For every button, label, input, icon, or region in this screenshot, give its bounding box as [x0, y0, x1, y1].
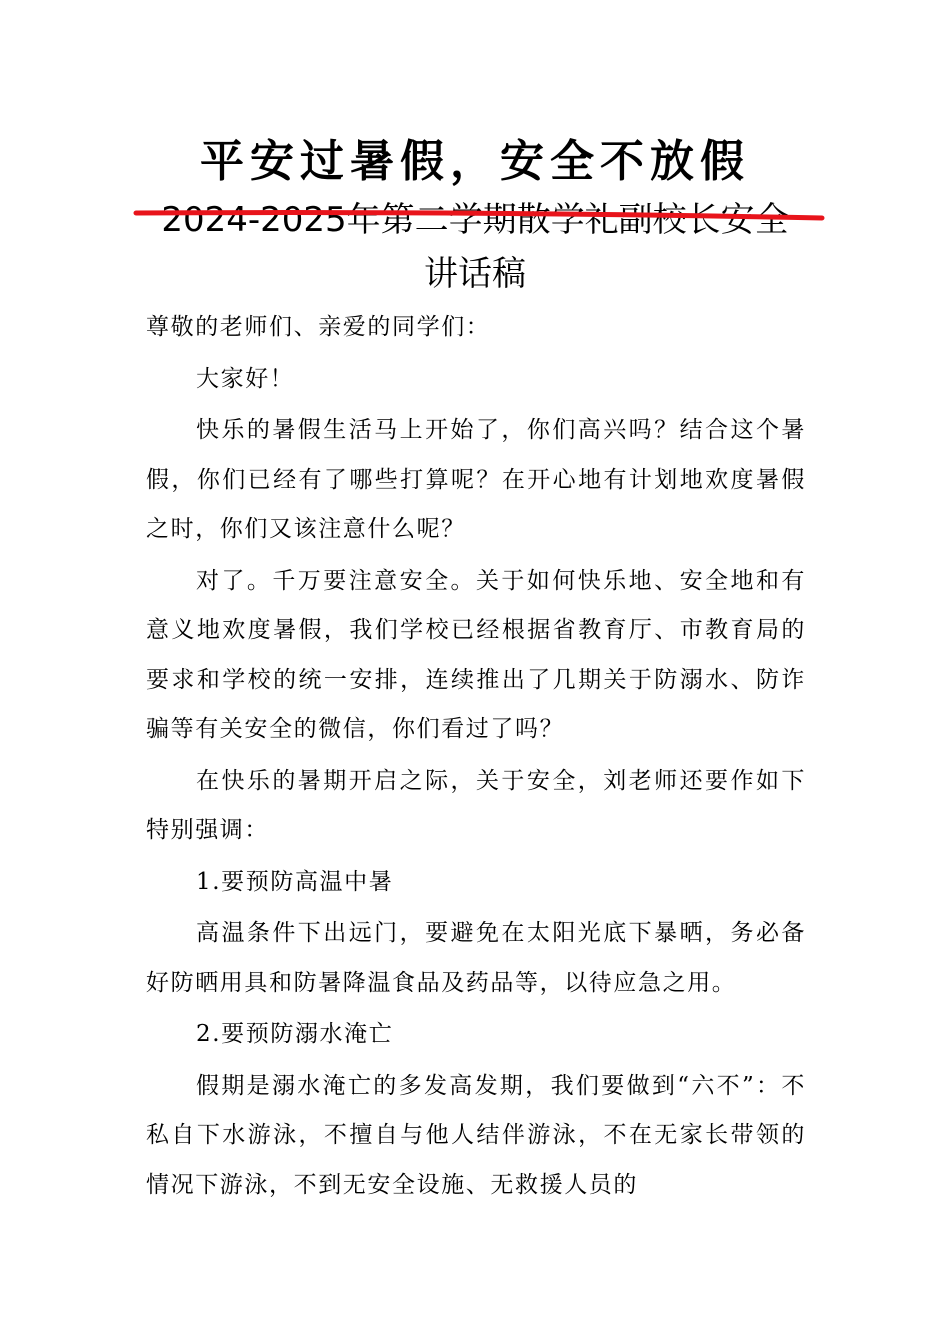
document-subtitle	[130, 190, 820, 300]
paragraph: 假期是溺水淹亡的多发高发期，我们要做到“六不”：不私自下水游泳，不擅自与他人结伴游泳，不在无家长带领的情况下游泳，不到无安全设施、无救援人员的	[146, 1072, 806, 1198]
red-strikethrough-mark	[136, 209, 822, 221]
paragraph: 快乐的暑假生活马上开始了，你们高兴吗？结合这个暑假，你们已经有了哪些打算呢？在开心地有计划地欢度暑假之时，你们又该注意什么呢？	[146, 417, 806, 542]
paragraph: 对了。千万要注意安全。关于如何快乐地、安全地和有意义地欢度暑假，我们学校已经根据省教育厅、市教育局的要求和学校的统一安排，连续推出了几期关于防溺水、防诈骗等有关安全的微信，你们看过了吗？	[146, 567, 806, 742]
paragraph: 在快乐的暑期开启之际，关于安全，刘老师还要作如下特别强调：	[146, 767, 806, 843]
greeting: 大家好！	[196, 365, 295, 392]
salutation: 尊敬的老师们、亲爱的同学们：	[146, 314, 491, 340]
section-heading: 1.要预防高温中暑	[196, 868, 394, 895]
section-heading: 2.要预防溺水淹亡	[196, 1021, 394, 1047]
subtitle-line-2: 讲话稿	[424, 254, 526, 294]
speech-body	[146, 303, 806, 1210]
subtitle-line-1: 2024-2025年第二学期散学礼副校长安全	[161, 200, 789, 240]
document-title: 平安过暑假，安全不放假	[200, 136, 750, 187]
paragraph: 高温条件下出远门，要避免在太阳光底下暴晒，务必备好防晒用具和防暑降温食品及药品等，以待应急之用。	[146, 920, 806, 996]
